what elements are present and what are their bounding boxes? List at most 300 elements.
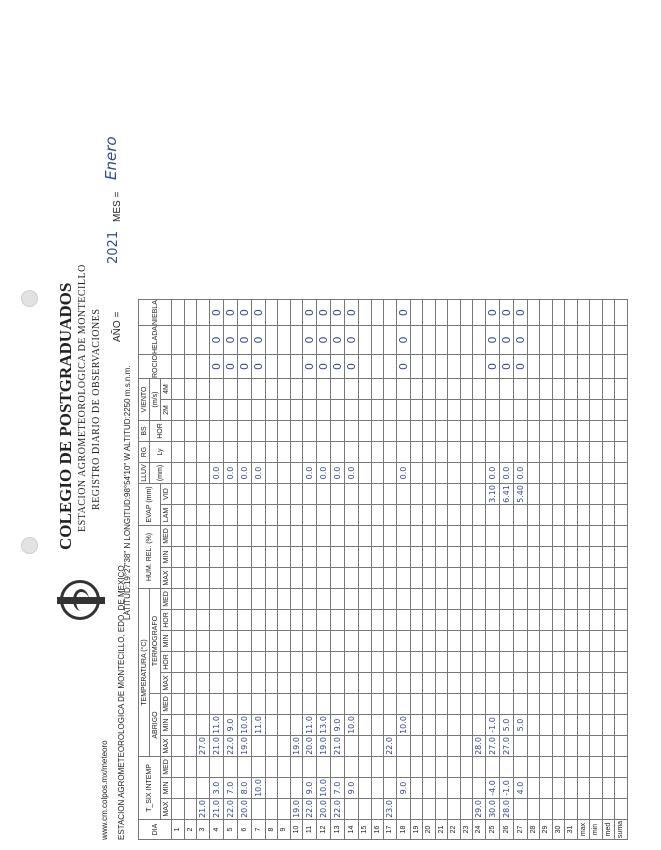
value-cell bbox=[552, 484, 565, 505]
value-cell bbox=[577, 715, 590, 736]
bs-header: BS bbox=[139, 421, 150, 442]
value-cell bbox=[577, 300, 590, 326]
value-cell bbox=[435, 568, 448, 589]
table-row bbox=[396, 279, 410, 840]
value-cell bbox=[345, 757, 359, 778]
value-cell bbox=[513, 400, 527, 421]
value-cell bbox=[577, 505, 590, 526]
value-cell bbox=[552, 300, 565, 326]
value-cell bbox=[384, 631, 397, 652]
value-cell bbox=[265, 484, 278, 505]
value-cell bbox=[223, 757, 237, 778]
value-cell: 27.0 bbox=[198, 737, 208, 755]
value-cell bbox=[172, 442, 185, 463]
value-cell bbox=[552, 589, 565, 610]
value-cell bbox=[435, 631, 448, 652]
value-cell bbox=[577, 547, 590, 568]
value-cell: 5.0 bbox=[499, 715, 513, 736]
value-cell bbox=[237, 589, 251, 610]
value-cell bbox=[317, 484, 331, 505]
value-cell bbox=[590, 526, 603, 547]
day-cell: 31 bbox=[565, 820, 578, 840]
value-cell bbox=[345, 484, 359, 505]
value-cell bbox=[331, 442, 345, 463]
value-cell bbox=[499, 526, 513, 547]
value-cell: -1.0 bbox=[485, 715, 499, 736]
value-cell bbox=[396, 484, 410, 505]
value-cell: 10.0 bbox=[251, 778, 265, 799]
value-cell bbox=[590, 505, 603, 526]
value-cell bbox=[371, 300, 384, 326]
value-cell bbox=[602, 799, 615, 820]
value-cell bbox=[331, 757, 345, 778]
value-cell bbox=[448, 442, 461, 463]
value-cell bbox=[371, 631, 384, 652]
value-cell bbox=[384, 421, 397, 442]
value-cell bbox=[513, 379, 527, 400]
value-cell bbox=[410, 694, 423, 715]
value-cell bbox=[540, 610, 553, 631]
table-row bbox=[290, 279, 303, 840]
value-cell bbox=[251, 694, 265, 715]
value-cell bbox=[540, 652, 553, 673]
value-cell: 0.0 bbox=[513, 463, 527, 484]
value-cell bbox=[485, 631, 499, 652]
value-cell bbox=[172, 326, 185, 355]
day-cell: 3 bbox=[197, 820, 210, 840]
value-cell bbox=[359, 778, 372, 799]
value-cell: 9.0 bbox=[345, 778, 359, 799]
value-cell bbox=[237, 526, 251, 547]
value-cell bbox=[460, 568, 473, 589]
value-cell bbox=[371, 526, 384, 547]
value-cell bbox=[290, 694, 303, 715]
value-cell bbox=[172, 673, 185, 694]
value-cell bbox=[540, 736, 553, 757]
value-cell bbox=[435, 694, 448, 715]
value-cell bbox=[359, 355, 372, 379]
value-cell bbox=[540, 547, 553, 568]
value-cell bbox=[197, 778, 210, 799]
value-cell: 21.0 bbox=[331, 736, 345, 757]
value-cell bbox=[278, 757, 291, 778]
value-cell bbox=[565, 610, 578, 631]
value-cell bbox=[371, 652, 384, 673]
value-cell bbox=[265, 568, 278, 589]
value-cell bbox=[602, 442, 615, 463]
value-cell bbox=[423, 400, 436, 421]
value-cell: 0.0 bbox=[485, 463, 499, 484]
value-cell bbox=[345, 694, 359, 715]
value-cell bbox=[184, 757, 197, 778]
value-cell bbox=[345, 673, 359, 694]
value-cell bbox=[223, 400, 237, 421]
value-cell bbox=[278, 379, 291, 400]
value-cell bbox=[396, 694, 410, 715]
value-cell bbox=[172, 568, 185, 589]
viento-unit: (m/s) bbox=[150, 379, 161, 421]
value-cell bbox=[460, 505, 473, 526]
value-cell bbox=[423, 589, 436, 610]
value-cell bbox=[317, 505, 331, 526]
value-cell bbox=[540, 400, 553, 421]
value-cell bbox=[172, 400, 185, 421]
value-cell bbox=[371, 400, 384, 421]
table-row bbox=[184, 279, 197, 840]
value-cell: 6.41 bbox=[499, 484, 513, 505]
value-cell bbox=[303, 631, 317, 652]
value-cell bbox=[602, 631, 615, 652]
value-cell bbox=[278, 355, 291, 379]
value-cell: 20.0 bbox=[303, 736, 317, 757]
value-cell bbox=[265, 799, 278, 820]
value-cell bbox=[615, 547, 628, 568]
value-cell bbox=[384, 400, 397, 421]
value-cell bbox=[615, 715, 628, 736]
value-cell bbox=[460, 610, 473, 631]
value-cell bbox=[565, 526, 578, 547]
value-cell bbox=[590, 631, 603, 652]
value-cell bbox=[396, 505, 410, 526]
value-cell bbox=[331, 610, 345, 631]
value-cell bbox=[359, 673, 372, 694]
value-cell bbox=[527, 631, 540, 652]
value-cell bbox=[615, 736, 628, 757]
value-cell bbox=[460, 463, 473, 484]
value-cell bbox=[435, 778, 448, 799]
value-cell: 8.0 bbox=[237, 778, 251, 799]
value-cell bbox=[565, 778, 578, 799]
value-cell bbox=[602, 715, 615, 736]
value-cell bbox=[602, 673, 615, 694]
value-cell bbox=[577, 631, 590, 652]
station-coordinates: LATITUD:19°27'38" N LONGITUD:98°54'10" W ALTITUD:2250 m.s.n.m. bbox=[123, 365, 132, 620]
value-cell bbox=[184, 442, 197, 463]
value-cell bbox=[460, 547, 473, 568]
value-cell bbox=[473, 484, 486, 505]
value-cell bbox=[460, 326, 473, 355]
value-cell bbox=[615, 568, 628, 589]
value-cell bbox=[331, 526, 345, 547]
value-cell bbox=[435, 715, 448, 736]
value-cell bbox=[184, 300, 197, 326]
value-cell: 5.40 bbox=[513, 484, 527, 505]
day-cell: 9 bbox=[278, 820, 291, 840]
value-cell bbox=[410, 326, 423, 355]
value-cell: 27.0 bbox=[499, 736, 513, 757]
value-cell bbox=[209, 505, 223, 526]
day-cell: 22 bbox=[448, 820, 461, 840]
value-cell bbox=[184, 463, 197, 484]
value-cell bbox=[473, 652, 486, 673]
value-cell bbox=[565, 694, 578, 715]
value-cell bbox=[513, 568, 527, 589]
value-cell bbox=[172, 526, 185, 547]
value-cell bbox=[197, 526, 210, 547]
value-cell bbox=[410, 379, 423, 400]
value-cell: 0.0 bbox=[345, 463, 359, 484]
value-cell: 22.0 bbox=[303, 799, 317, 820]
value-cell bbox=[303, 673, 317, 694]
value-cell: -1.0 bbox=[499, 778, 513, 799]
table-row bbox=[410, 279, 423, 840]
value-cell bbox=[590, 442, 603, 463]
value-cell bbox=[460, 355, 473, 379]
value-cell bbox=[359, 379, 372, 400]
value-cell: 20.0 bbox=[237, 799, 251, 820]
value-cell: 0 bbox=[209, 300, 223, 326]
value-cell bbox=[209, 547, 223, 568]
value-cell bbox=[197, 757, 210, 778]
value-cell bbox=[602, 421, 615, 442]
value-cell bbox=[540, 799, 553, 820]
website-text: www.cm.colpos.mx/meteoro bbox=[100, 740, 109, 840]
value-cell bbox=[540, 379, 553, 400]
value-cell bbox=[602, 505, 615, 526]
value-cell bbox=[540, 694, 553, 715]
value-cell bbox=[565, 673, 578, 694]
value-cell bbox=[278, 463, 291, 484]
value-cell bbox=[278, 421, 291, 442]
table-row bbox=[435, 279, 448, 840]
value-cell bbox=[359, 631, 372, 652]
value-cell bbox=[331, 379, 345, 400]
value-cell: 28.0 bbox=[499, 799, 513, 820]
value-cell bbox=[172, 463, 185, 484]
day-cell: 11 bbox=[303, 820, 317, 840]
value-cell bbox=[423, 778, 436, 799]
value-cell bbox=[590, 778, 603, 799]
value-cell bbox=[197, 589, 210, 610]
value-cell: 7.0 bbox=[223, 778, 237, 799]
value-cell bbox=[197, 715, 210, 736]
value-cell bbox=[499, 442, 513, 463]
value-cell bbox=[317, 421, 331, 442]
day-cell: 26 bbox=[499, 820, 513, 840]
value-cell bbox=[577, 652, 590, 673]
value-cell bbox=[527, 526, 540, 547]
value-cell bbox=[527, 442, 540, 463]
value-cell bbox=[371, 463, 384, 484]
value-cell bbox=[552, 547, 565, 568]
value-cell: 3.0 bbox=[209, 778, 223, 799]
value-cell bbox=[410, 778, 423, 799]
value-cell: 9.0 bbox=[303, 778, 317, 799]
value-cell bbox=[448, 610, 461, 631]
day-cell: 20 bbox=[423, 820, 436, 840]
value-cell bbox=[513, 652, 527, 673]
value-cell bbox=[540, 421, 553, 442]
day-cell: med bbox=[602, 820, 615, 840]
value-cell bbox=[423, 715, 436, 736]
value-cell bbox=[290, 547, 303, 568]
day-cell: 29 bbox=[540, 820, 553, 840]
value-cell: 0 bbox=[345, 355, 359, 379]
value-cell: 0.0 bbox=[499, 463, 513, 484]
value-cell bbox=[552, 568, 565, 589]
abrigo-min-header: MIN bbox=[161, 715, 172, 736]
value-cell bbox=[345, 652, 359, 673]
value-cell bbox=[345, 379, 359, 400]
value-cell bbox=[590, 568, 603, 589]
value-cell bbox=[552, 652, 565, 673]
value-cell bbox=[448, 421, 461, 442]
value-cell bbox=[527, 610, 540, 631]
value-cell bbox=[223, 589, 237, 610]
tsix-min-header: MIN bbox=[161, 778, 172, 799]
value-cell bbox=[577, 673, 590, 694]
day-cell: 6 bbox=[237, 820, 251, 840]
value-cell bbox=[197, 326, 210, 355]
value-cell bbox=[540, 778, 553, 799]
abrigo-med-header: MED bbox=[161, 694, 172, 715]
value-cell bbox=[473, 505, 486, 526]
value-cell bbox=[410, 505, 423, 526]
value-cell bbox=[396, 610, 410, 631]
value-cell bbox=[172, 778, 185, 799]
value-cell bbox=[384, 326, 397, 355]
value-cell bbox=[278, 694, 291, 715]
value-cell bbox=[473, 326, 486, 355]
value-cell bbox=[410, 631, 423, 652]
value-cell bbox=[552, 463, 565, 484]
value-cell: 0 bbox=[303, 355, 317, 379]
value-cell bbox=[435, 379, 448, 400]
value-cell bbox=[345, 400, 359, 421]
value-cell bbox=[435, 736, 448, 757]
value-cell bbox=[448, 631, 461, 652]
value-cell bbox=[577, 379, 590, 400]
value-cell bbox=[577, 326, 590, 355]
value-cell bbox=[552, 694, 565, 715]
value-cell bbox=[303, 505, 317, 526]
value-cell bbox=[485, 757, 499, 778]
value-cell bbox=[473, 778, 486, 799]
value-cell bbox=[251, 547, 265, 568]
value-cell bbox=[172, 610, 185, 631]
value-cell bbox=[317, 631, 331, 652]
value-cell bbox=[251, 568, 265, 589]
value-cell bbox=[423, 300, 436, 326]
value-cell bbox=[265, 300, 278, 326]
value-cell bbox=[237, 421, 251, 442]
value-cell bbox=[499, 400, 513, 421]
value-cell bbox=[265, 442, 278, 463]
value-cell bbox=[615, 778, 628, 799]
value-cell bbox=[209, 589, 223, 610]
value-cell bbox=[590, 589, 603, 610]
value-cell bbox=[184, 715, 197, 736]
value-cell bbox=[345, 589, 359, 610]
value-cell bbox=[223, 547, 237, 568]
value-cell bbox=[184, 400, 197, 421]
value-cell: 0 bbox=[223, 326, 237, 355]
value-cell bbox=[513, 505, 527, 526]
value-cell bbox=[423, 673, 436, 694]
value-cell bbox=[384, 355, 397, 379]
value-cell bbox=[540, 484, 553, 505]
value-cell bbox=[460, 673, 473, 694]
value-cell bbox=[359, 652, 372, 673]
value-cell bbox=[371, 799, 384, 820]
value-cell bbox=[371, 421, 384, 442]
value-cell bbox=[448, 326, 461, 355]
value-cell bbox=[460, 379, 473, 400]
table-row bbox=[345, 279, 359, 840]
value-cell bbox=[237, 400, 251, 421]
value-cell: 0 bbox=[396, 326, 410, 355]
value-cell bbox=[209, 379, 223, 400]
value-cell bbox=[460, 589, 473, 610]
value-cell bbox=[331, 631, 345, 652]
value-cell bbox=[331, 484, 345, 505]
value-cell bbox=[435, 300, 448, 326]
value-cell bbox=[485, 442, 499, 463]
humedad-med-header: MED bbox=[161, 526, 172, 547]
value-cell bbox=[552, 505, 565, 526]
value-cell bbox=[237, 631, 251, 652]
value-cell: 11.0 bbox=[303, 715, 317, 736]
value-cell bbox=[527, 694, 540, 715]
value-cell: 0 bbox=[345, 326, 359, 355]
value-cell bbox=[278, 589, 291, 610]
day-cell: min bbox=[590, 820, 603, 840]
value-cell bbox=[223, 421, 237, 442]
table-row bbox=[331, 279, 345, 840]
value-cell bbox=[473, 547, 486, 568]
value-cell bbox=[540, 526, 553, 547]
value-cell bbox=[590, 610, 603, 631]
value-cell: 13.0 bbox=[317, 715, 331, 736]
value-cell bbox=[423, 799, 436, 820]
value-cell bbox=[615, 463, 628, 484]
value-cell bbox=[552, 526, 565, 547]
table-row bbox=[448, 279, 461, 840]
value-cell bbox=[527, 355, 540, 379]
value-cell: 0 bbox=[209, 326, 223, 355]
value-cell bbox=[331, 673, 345, 694]
value-cell bbox=[602, 463, 615, 484]
value-cell bbox=[499, 610, 513, 631]
value-cell bbox=[396, 673, 410, 694]
value-cell bbox=[473, 589, 486, 610]
value-cell bbox=[251, 400, 265, 421]
value-cell bbox=[527, 799, 540, 820]
value-cell bbox=[251, 757, 265, 778]
value-cell bbox=[359, 610, 372, 631]
value-cell bbox=[435, 526, 448, 547]
value-cell bbox=[527, 673, 540, 694]
value-cell bbox=[303, 526, 317, 547]
value-cell bbox=[435, 589, 448, 610]
value-cell bbox=[396, 442, 410, 463]
value-cell bbox=[513, 421, 527, 442]
value-cell bbox=[577, 484, 590, 505]
day-cell: 14 bbox=[345, 820, 359, 840]
value-cell bbox=[290, 631, 303, 652]
value-cell bbox=[237, 547, 251, 568]
value-cell bbox=[565, 442, 578, 463]
value-cell bbox=[396, 379, 410, 400]
value-cell: 21.0 bbox=[209, 736, 223, 757]
value-cell bbox=[565, 652, 578, 673]
value-cell: 0.0 bbox=[237, 463, 251, 484]
value-cell bbox=[460, 631, 473, 652]
day-cell: max bbox=[577, 820, 590, 840]
register-subtitle: REGISTRO DIARIO DE OBSERVACIONES bbox=[91, 308, 102, 510]
table-row bbox=[197, 279, 210, 840]
value-cell bbox=[396, 799, 410, 820]
